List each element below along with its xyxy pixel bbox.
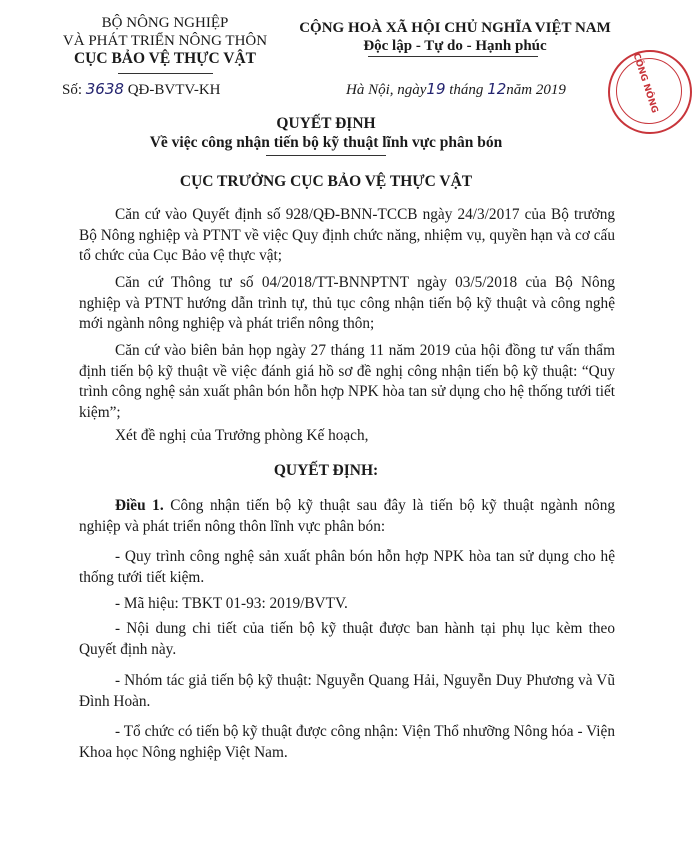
document-title: QUYẾT ĐỊNH (276, 115, 376, 132)
subtitle-underline (266, 155, 386, 156)
number-handwritten: 3638 (85, 80, 124, 98)
article-1-label: Điều 1. (115, 497, 164, 514)
motto-underline (368, 56, 538, 57)
agency-parent (60, 14, 270, 68)
decision-heading: QUYẾT ĐỊNH: (273, 462, 379, 479)
national-header (270, 19, 640, 55)
article-1 (79, 496, 615, 537)
preamble-1: Căn cứ vào Quyết định số 928/QĐ-BNN-TCCB ngày 24/3/2017 của Bộ trưởng Bộ Nông nghiệp và PTNT về việc Quy định chức năng, nhiệm vụ, quyền hạn và cơ cấu tổ chức của Cục Bảo vệ thực vật; (79, 206, 615, 264)
national-motto: Độc lập - Tự do - Hạnh phúc (363, 38, 547, 54)
ministry-line-2: VÀ PHÁT TRIỂN NÔNG THÔN (62, 33, 268, 49)
date-suffix: năm 2019 (506, 82, 566, 98)
agency-underline (118, 73, 213, 74)
list-item: - Nội dung chi tiết của tiến bộ kỹ thuật được ban hành tại phụ lục kèm theo Quyết định này. (79, 620, 615, 658)
number-suffix: QĐ-BVTV-KH (127, 82, 221, 98)
list-item: - Mã hiệu: TBKT 01-93: 2019/BVTV. (115, 595, 348, 612)
preamble-2: Căn cứ Thông tư số 04/2018/TT-BNNPTNT ngày 03/5/2018 của Bộ Nông nghiệp và PTNT hướng dẫn trình tự, thủ tục công nhận tiến bộ kỹ thuật và công nghệ mới ngành nông nghiệp và phát triển nông thôn; (79, 274, 615, 332)
nation-name: CỘNG HOÀ XÃ HỘI CHỦ NGHĨA VIỆT NAM (299, 20, 611, 36)
date-prefix: Hà Nội, ngày (346, 82, 427, 98)
preamble-3: Căn cứ vào biên bản họp ngày 27 tháng 11 năm 2019 của hội đồng tư vấn thẩm định tiến bộ kỹ thuật về việc đánh giá hồ sơ đề nghị công nhận tiến bộ kỹ thuật: “Quy trình công nghệ sản xuất phân bón hỗn hợp NPK hòa tan sử dụng cho hệ thống tưới tiết kiệm”; (79, 342, 615, 421)
preamble-4: Xét đề nghị của Trưởng phòng Kế hoạch, (115, 427, 369, 444)
issuing-authority: CỤC TRƯỞNG CỤC BẢO VỆ THỰC VẬT (179, 173, 473, 190)
stamp-text: CÔNG NÔNG (630, 52, 660, 115)
article-1-text: Công nhận tiến bộ kỹ thuật sau đây là tiến bộ kỹ thuật ngành nông nghiệp và phát triển nông thôn lĩnh vực phân bón: (79, 497, 615, 535)
ministry-line-1: BỘ NÔNG NGHIỆP (101, 15, 229, 31)
date-mid: tháng (449, 82, 484, 98)
date-month: 12 (487, 80, 507, 98)
document-number (62, 80, 220, 99)
document-subtitle: Về việc công nhận tiến bộ kỹ thuật lĩnh vực phân bón (149, 134, 503, 151)
list-item: - Tổ chức có tiến bộ kỹ thuật được công nhận: Viện Thổ nhưỡng Nông hóa - Viện Khoa học Nông nghiệp Việt Nam. (79, 723, 615, 761)
list-item: - Nhóm tác giả tiến bộ kỹ thuật: Nguyễn Quang Hải, Nguyễn Duy Phương và Vũ Đình Hoàn. (79, 672, 615, 710)
agency-name: CỤC BẢO VỆ THỰC VẬT (73, 50, 256, 67)
date-day: 19 (426, 80, 446, 98)
issue-date (346, 80, 566, 99)
number-label: Số: (62, 82, 83, 98)
list-item: - Quy trình công nghệ sản xuất phân bón hỗn hợp NPK hòa tan sử dụng cho hệ thống tưới tiết kiệm. (79, 548, 615, 586)
